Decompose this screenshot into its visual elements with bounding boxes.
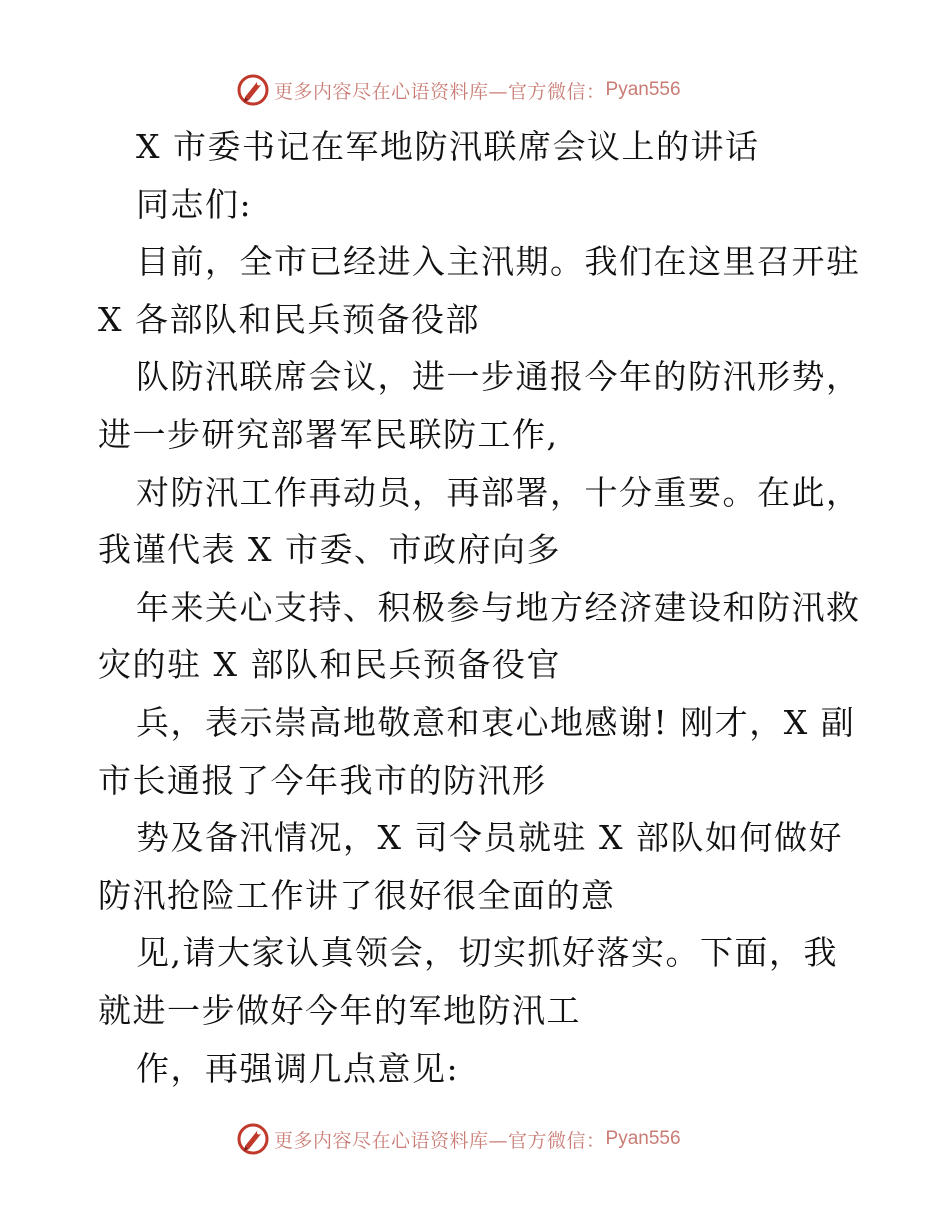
- watermark-text: 更多内容尽在心语资料库—官方微信：: [274, 80, 606, 103]
- salutation-line: 同志们:: [136, 184, 253, 224]
- watermark-wechat-id: Pyan556: [605, 79, 681, 100]
- text-line: 进一步研究部署军民联防工作,: [98, 414, 559, 454]
- text-line: 对防汛工作再动员，再部署，十分重要。在此，: [136, 472, 861, 512]
- footer-watermark-banner: [236, 1121, 796, 1157]
- text-line: 见,请大家认真领会，切实抓好落实。下面，我: [136, 933, 838, 973]
- watermark-wechat-id: Pyan556: [605, 1128, 681, 1149]
- text-line: 兵，表示崇高地敬意和衷心地感谢! 刚才，X 副: [136, 702, 856, 742]
- pen-logo-icon: [236, 1122, 270, 1156]
- text-line: 势及备汛情况，X 司令员就驻 X 部队如何做好: [136, 818, 843, 858]
- pen-logo-icon: [236, 73, 270, 107]
- text-line: 作，再强调几点意见:: [136, 1048, 460, 1088]
- text-line: 灾的驻 X 部队和民兵预备役官: [98, 645, 561, 685]
- text-line: X 各部队和民兵预备役部: [98, 299, 480, 339]
- text-line: 目前，全市已经进入主汛期。我们在这里召开驻: [136, 242, 861, 282]
- text-line: 市长通报了今年我市的防汛形: [98, 760, 547, 800]
- text-line: 年来关心支持、积极参与地方经济建设和防汛救: [136, 587, 861, 627]
- text-line: 我谨代表 X 市委、市政府向多: [98, 530, 561, 570]
- text-line: 防汛抢险工作讲了很好很全面的意: [98, 875, 616, 915]
- text-line: 就进一步做好今年的军地防汛工: [98, 990, 581, 1030]
- header-watermark-banner: [236, 72, 796, 108]
- watermark-text: 更多内容尽在心语资料库—官方微信：: [274, 1129, 606, 1152]
- document-body: [98, 118, 861, 1097]
- document-title: X 市委书记在军地防汛联席会议上的讲话: [136, 127, 760, 166]
- text-line: 队防汛联席会议，进一步通报今年的防汛形势，: [136, 357, 861, 397]
